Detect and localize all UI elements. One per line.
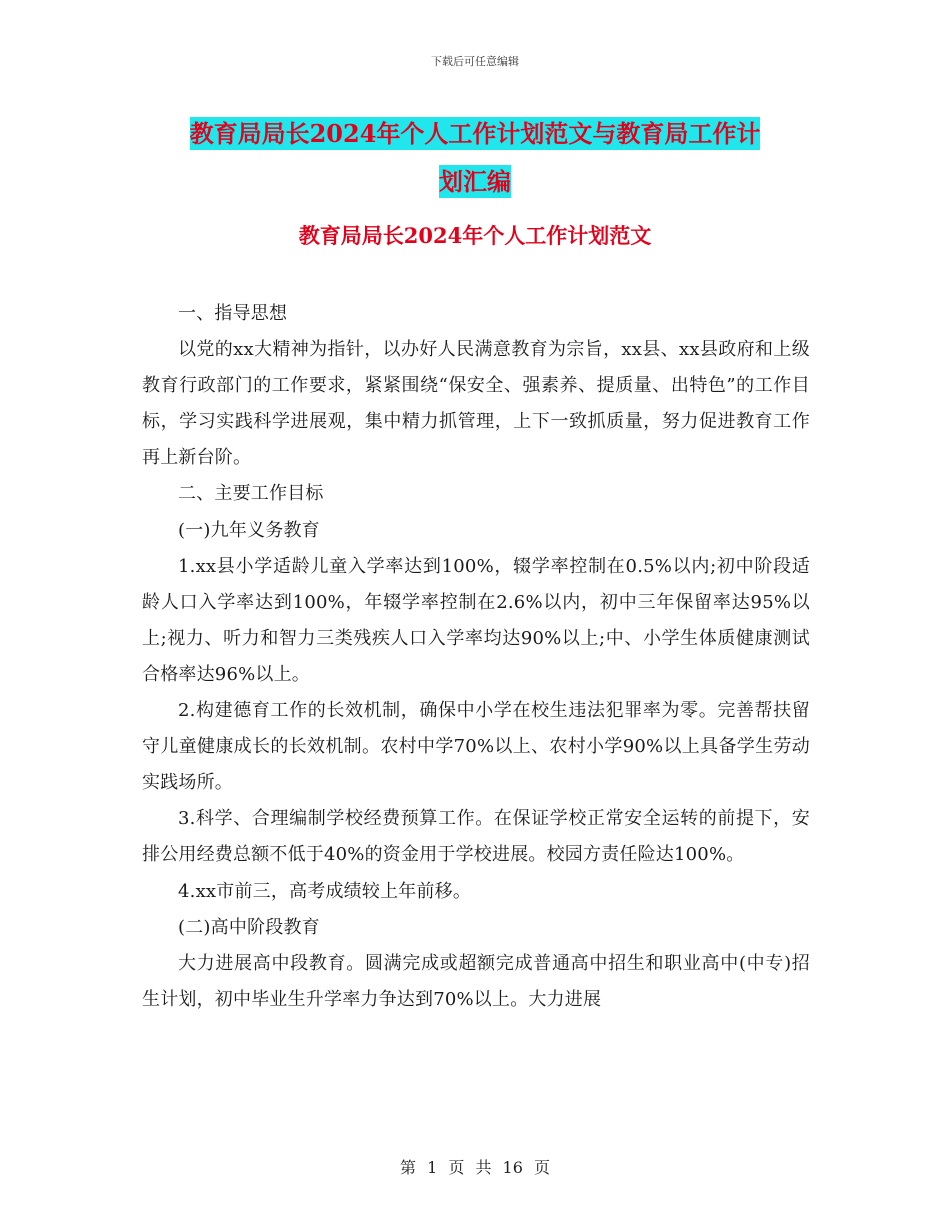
- title-line-2: 划汇编: [439, 167, 511, 196]
- paragraph-high-school: 大力进展高中段教育。圆满完成或超额完成普通高中招生和职业高中(中专)招生计划，初中毕业生升学率力争达到70%以上。大力进展: [142, 952, 810, 1010]
- heading-high-school-education: (二)高中阶段教育: [178, 916, 320, 938]
- paragraph-goal-1: 1.xx县小学适龄儿童入学率达到100%，辍学率控制在0.5%以内;初中阶段适龄人口入学率达到100%，年辍学率控制在2.6%以内，初中三年保留率达95%以上;视力、听力和智力三类残疾人口入学率均达90%以上;中、小学生体质健康测试合格率达96%以上。: [142, 555, 810, 685]
- page-footer: 第 1 页 共 16 页: [400, 1158, 550, 1177]
- title-line-1: 教育局局长2024年个人工作计划范文与教育局工作计: [189, 119, 761, 148]
- paragraph-guiding-ideology: 以党的xx大精神为指针，以办好人民满意教育为宗旨，xx县、xx县政府和上级教育行政部门的工作要求，紧紧围绕“保安全、强素养、提质量、出特色”的工作目标，学习实践科学进展观，集中精力抓管理，上下一致抓质量，努力促进教育工作再上新台阶。: [142, 339, 810, 469]
- paragraph-goal-3: 3.科学、合理编制学校经费预算工作。在保证学校正常安全运转的前提下，安排公用经费总额不低于40%的资金用于学校进展。校园方责任险达100%。: [142, 808, 810, 866]
- heading-compulsory-education: (一)九年义务教育: [178, 519, 320, 541]
- header-note: 下载后可任意编辑: [431, 55, 519, 68]
- paragraph-goal-2: 2.构建德育工作的长效机制，确保中小学在校生违法犯罪率为零。完善帮扶留守儿童健康成长的长效机制。农村中学70%以上、农村小学90%以上具备学生劳动实践场所。: [142, 700, 810, 794]
- document-title: [140, 110, 810, 206]
- heading-guiding-ideology: 一、指导思想: [178, 303, 288, 324]
- section-title: 教育局局长2024年个人工作计划范文: [298, 223, 652, 248]
- document-body: [142, 296, 810, 1018]
- heading-main-goals: 二、主要工作目标: [178, 483, 324, 505]
- paragraph-goal-4: 4.xx市前三，高考成绩较上年前移。: [178, 880, 472, 902]
